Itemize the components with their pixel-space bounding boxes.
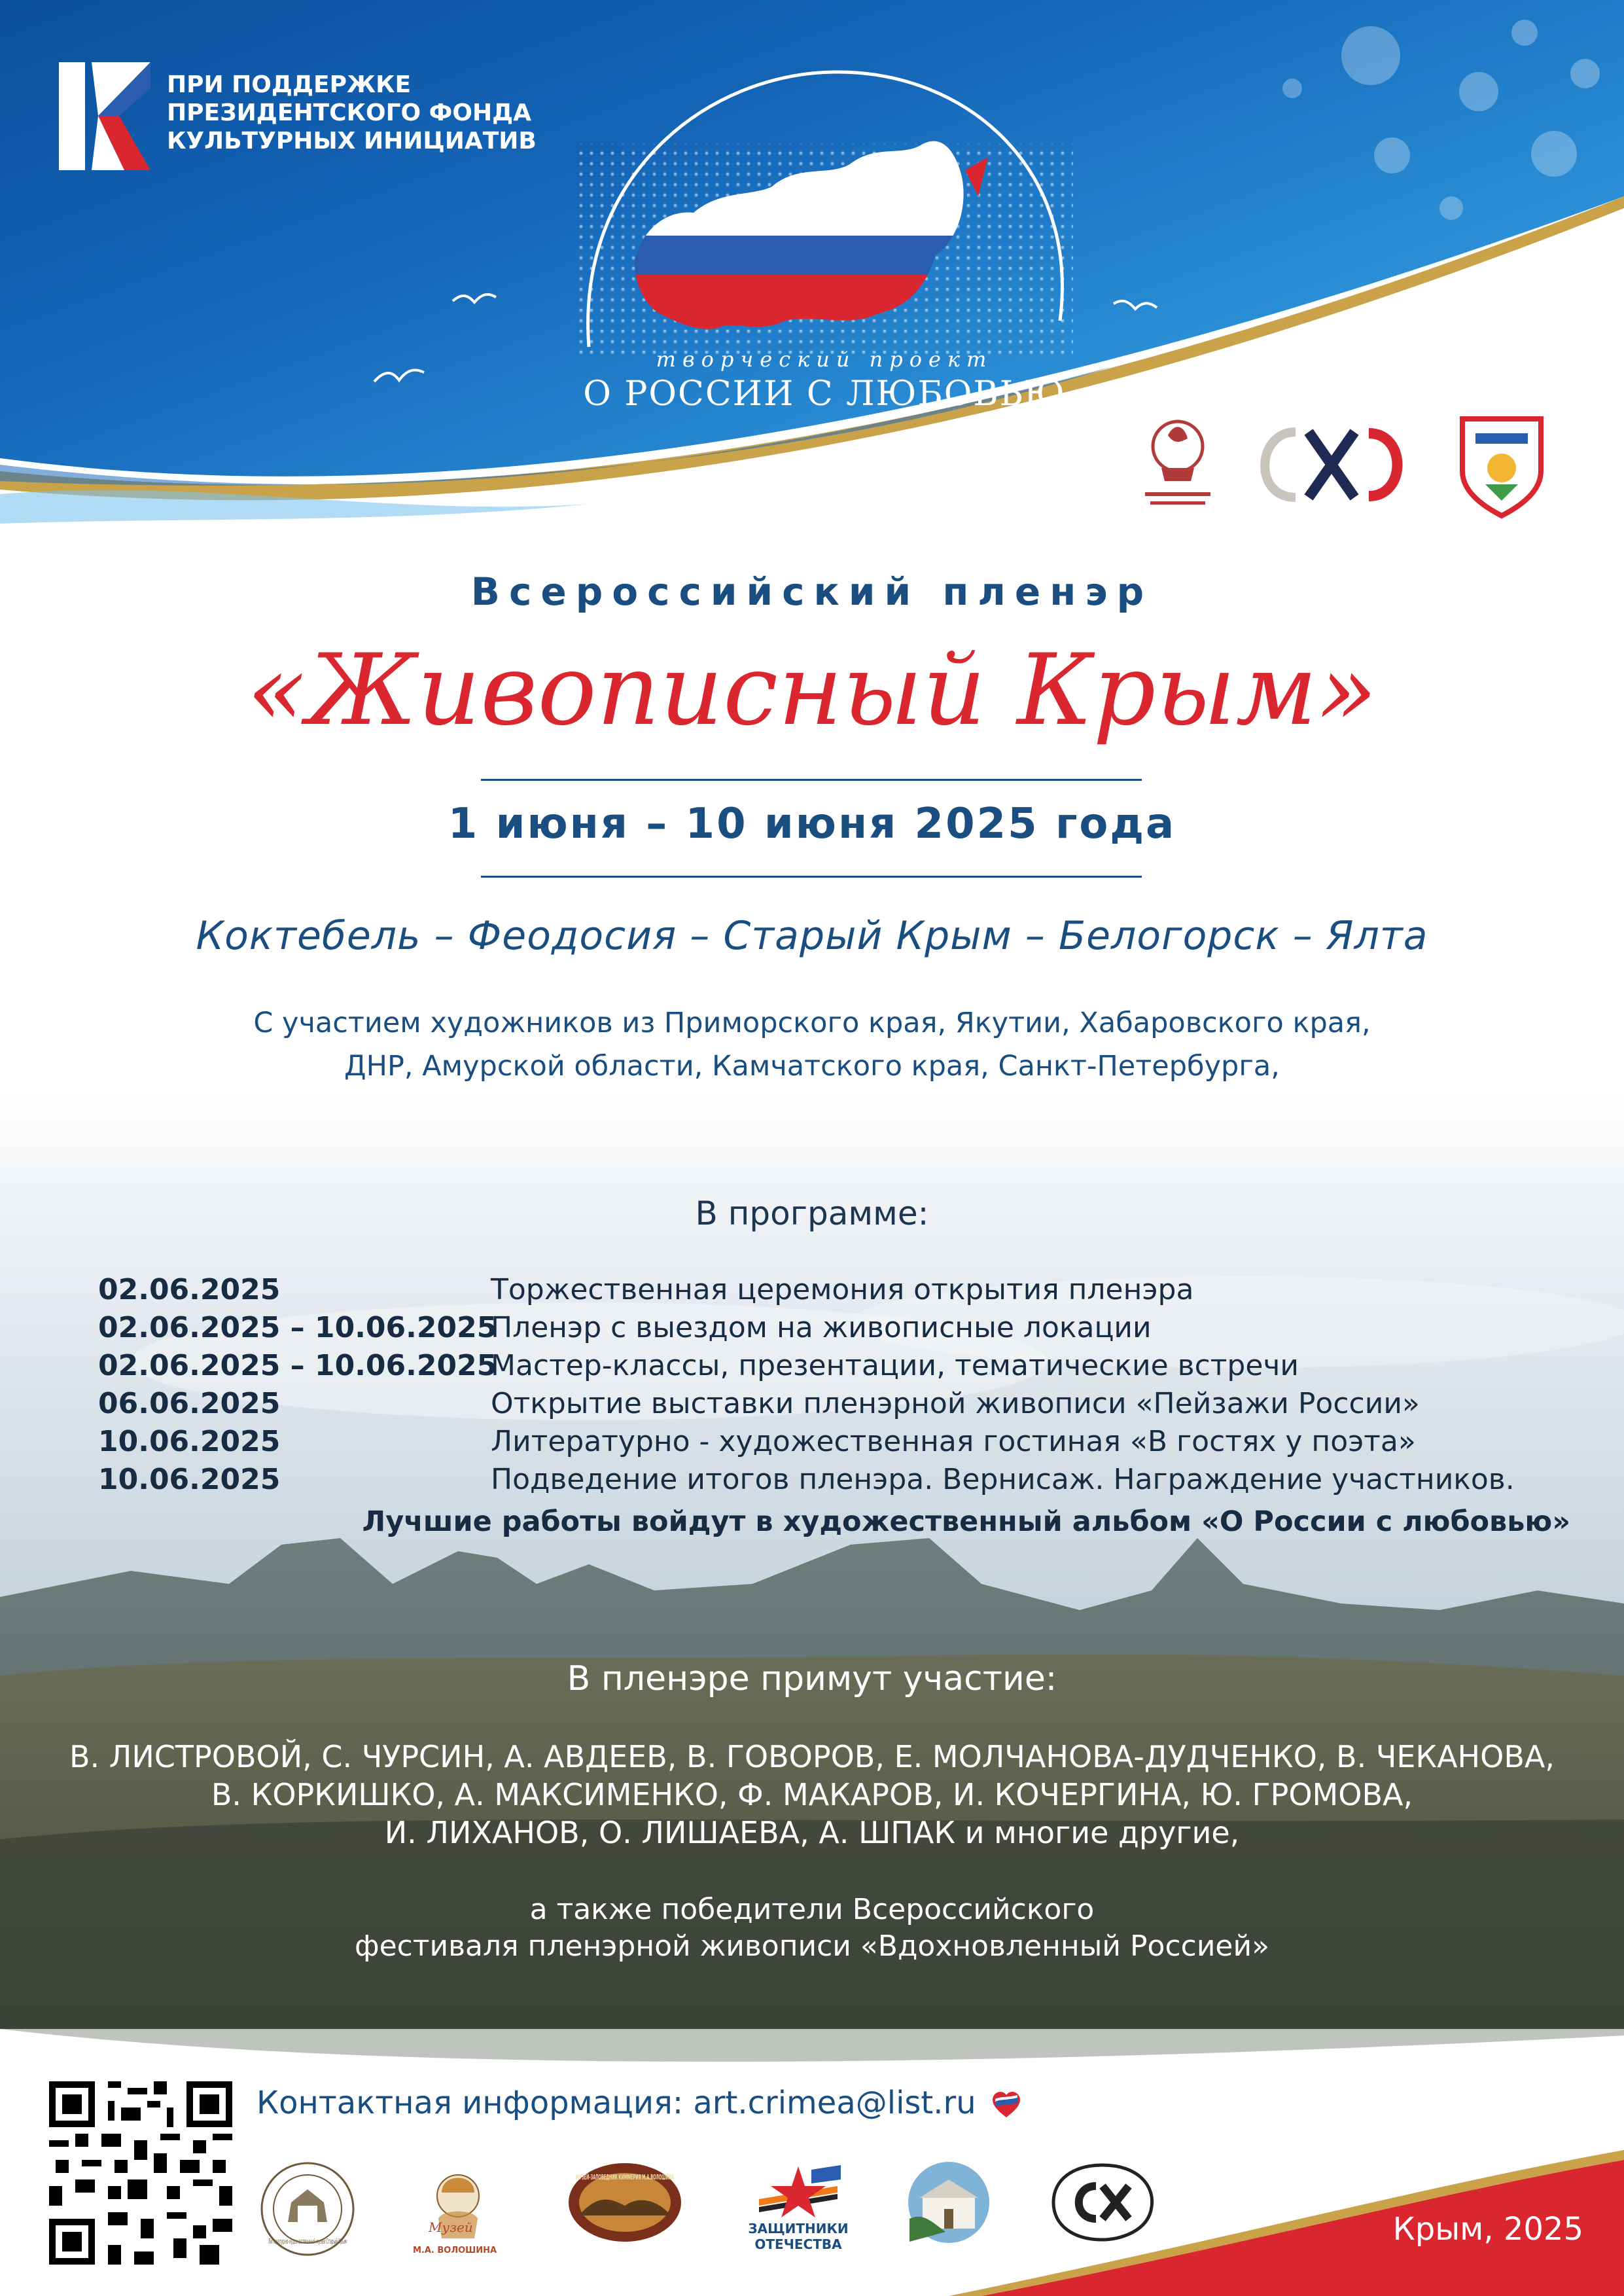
program-date: 02.06.2025 – 10.06.2025	[98, 1311, 497, 1344]
contact-email-link[interactable]: art.crimea@list.ru	[693, 2085, 976, 2121]
project-title: О РОССИИ С ЛЮБОВЬЮ	[583, 374, 1066, 414]
voloshin-museum-top-label: Музей	[429, 2219, 473, 2235]
stary-krym-museum-label: Литературно-художественный музей Старый Крым	[268, 2237, 347, 2246]
contact-info	[256, 2085, 1107, 2121]
defenders-of-fatherland-logo	[746, 2160, 851, 2258]
program-date: 02.06.2025 – 10.06.2025	[98, 1349, 497, 1382]
dates-divider	[481, 876, 1142, 878]
event-title: «Живописный Крым»	[247, 634, 1377, 747]
kimmeria-reserve-logo	[566, 2160, 684, 2245]
bubble-decoration	[1282, 79, 1302, 98]
regional-center-crest-logo	[1462, 419, 1541, 516]
program-description: Открытие выставки пленэрной живописи «Пейзажи России»	[491, 1387, 1420, 1420]
title-divider	[481, 779, 1142, 781]
program-item	[98, 1461, 1570, 1499]
participants-regions: С участием художников из Приморского края, Якутии, Хабаровского края, ДНР, Амурской области, Камчатского края, Санкт-Петербурга,	[253, 1007, 1371, 1083]
voloshin-museum-name-label: М.А. ВОЛОШИНА	[412, 2246, 497, 2255]
seagull-icon	[1112, 295, 1158, 321]
artists-heading: В пленэре примут участие:	[567, 1659, 1057, 1698]
bubble-decoration	[1374, 137, 1410, 173]
program-item	[98, 1423, 1570, 1461]
union-of-artists-logo	[1265, 432, 1397, 497]
program-date: 06.06.2025	[98, 1387, 281, 1420]
bubble-decoration	[1459, 72, 1498, 111]
footer-year: Крым, 2025	[1392, 2211, 1583, 2248]
project-subtitle: творческий проект	[656, 347, 993, 372]
program-list	[98, 1271, 1570, 1499]
event-type: Всероссийский пленэр	[470, 569, 1154, 614]
program-description: Подведение итогов пленэра. Вернисаж. Награждение участников.	[491, 1463, 1515, 1496]
presidential-fund-support-text: ПРИ ПОДДЕРЖКЕ ПРЕЗИДЕНТСКОГО ФОНДА КУЛЬТУРНЫХ ИНИЦИАТИВ	[167, 71, 537, 154]
program-date: 02.06.2025	[98, 1273, 281, 1306]
artists-list: В. ЛИСТРОВОЙ, С. ЧУРСИН, А. АВДЕЕВ, В. ГОВОРОВ, Е. МОЛЧАНОВА-ДУДЧЕНКО, В. ЧЕКАНОВА, В. КОРКИШКО, А. МАКСИМЕНКО, Ф. МАКАРОВ, И. КОЧЕРГИНА, Ю. ГРОМОВА, И. ЛИХАНОВ, О. ЛИШАЕВА, А. ШПАК и многие другие,	[69, 1739, 1555, 1850]
partner-logos	[1132, 406, 1551, 524]
program-date: 10.06.2025	[98, 1425, 281, 1458]
ministry-of-culture-crimea-logo	[1145, 422, 1210, 505]
defenders-label-1: ЗАЩИТНИКИ	[748, 2221, 849, 2236]
seagull-icon	[373, 363, 425, 392]
program-item	[98, 1347, 1570, 1385]
program-description: Торжественная церемония открытия пленэра	[491, 1273, 1194, 1306]
bubble-decoration	[1439, 196, 1463, 220]
program-description: Пленэр с выездом на живописные локации	[491, 1311, 1152, 1344]
union-of-artists-footer-logo	[1047, 2160, 1158, 2245]
event-dates: 1 июня – 10 июня 2025 года	[448, 800, 1176, 848]
program-item	[98, 1271, 1570, 1309]
museum-building-photo-logo	[906, 2160, 991, 2245]
program-heading: В программе:	[695, 1194, 929, 1232]
program-item	[98, 1309, 1570, 1347]
heart-icon	[991, 2091, 1021, 2119]
program-item	[98, 1385, 1570, 1423]
bubble-decoration	[1570, 59, 1600, 88]
presidential-fund-logo	[59, 62, 150, 170]
kimmeria-reserve-label: МУЗЕЙ-ЗАПОВЕДНИК КИММЕРИЯ М.А.ВОЛОШИНА	[576, 2173, 675, 2181]
contact-label: Контактная информация:	[256, 2085, 684, 2121]
bubble-decoration	[1531, 131, 1577, 177]
voloshin-museum-logo	[402, 2160, 507, 2258]
program-date: 10.06.2025	[98, 1463, 281, 1496]
event-route: Коктебель – Феодосия – Старый Крым – Белогорск – Ялта	[196, 913, 1428, 959]
program-description: Мастер-классы, презентации, тематические встречи	[491, 1349, 1299, 1382]
stary-krym-museum-logo	[258, 2160, 357, 2258]
program-description: Литературно - художественная гостиная «В гостях у поэта»	[491, 1425, 1416, 1458]
program-note: Лучшие работы войдут в художественный альбом «О России с любовью»	[362, 1505, 1570, 1538]
defenders-label-2: ОТЕЧЕСТВА	[754, 2236, 842, 2252]
qr-code[interactable]	[49, 2081, 232, 2265]
seagull-icon	[451, 288, 497, 314]
bubble-decoration	[1341, 26, 1400, 85]
bubble-decoration	[1511, 20, 1538, 46]
festival-winners-note: а также победители Всероссийского фестиваля пленэрной живописи «Вдохновленный Россией»	[354, 1893, 1270, 1963]
